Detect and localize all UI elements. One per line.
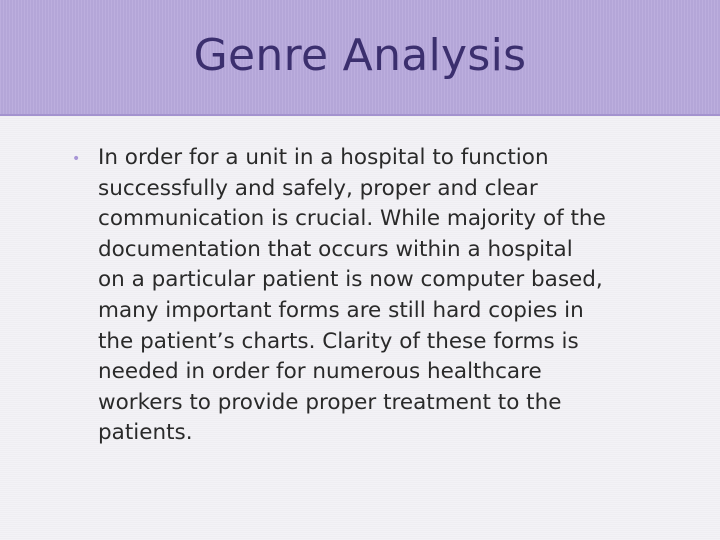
bullet-text-line-4: documentation that occurs within a hospital	[98, 236, 573, 262]
bullet-text-line-9: workers to provide proper treatment to the	[98, 389, 562, 415]
title-band	[0, 0, 720, 114]
bullet-text-line-5: on a particular patient is now computer based,	[98, 267, 603, 293]
title-divider	[0, 114, 720, 116]
slide-title: Genre Analysis	[193, 30, 527, 81]
bullet-dot-icon: •	[72, 151, 81, 167]
bullet-text-line-7: the patient’s charts. Clarity of these forms is	[98, 328, 579, 354]
bullet-text-line-2: successfully and safely, proper and clear	[98, 175, 538, 201]
slide-content	[60, 143, 670, 449]
bullet-text-line-3: communication is crucial. While majority of the	[98, 206, 606, 232]
bullet-text-line-1: In order for a unit in a hospital to function	[98, 145, 549, 170]
bullet-item	[60, 143, 670, 449]
bullet-text-line-6: many important forms are still hard copies in	[98, 297, 584, 323]
bullet-text	[98, 143, 670, 449]
bullet-text-line-8: needed in order for numerous healthcare	[98, 359, 542, 385]
bullet-text-line-10: patients.	[98, 420, 193, 446]
